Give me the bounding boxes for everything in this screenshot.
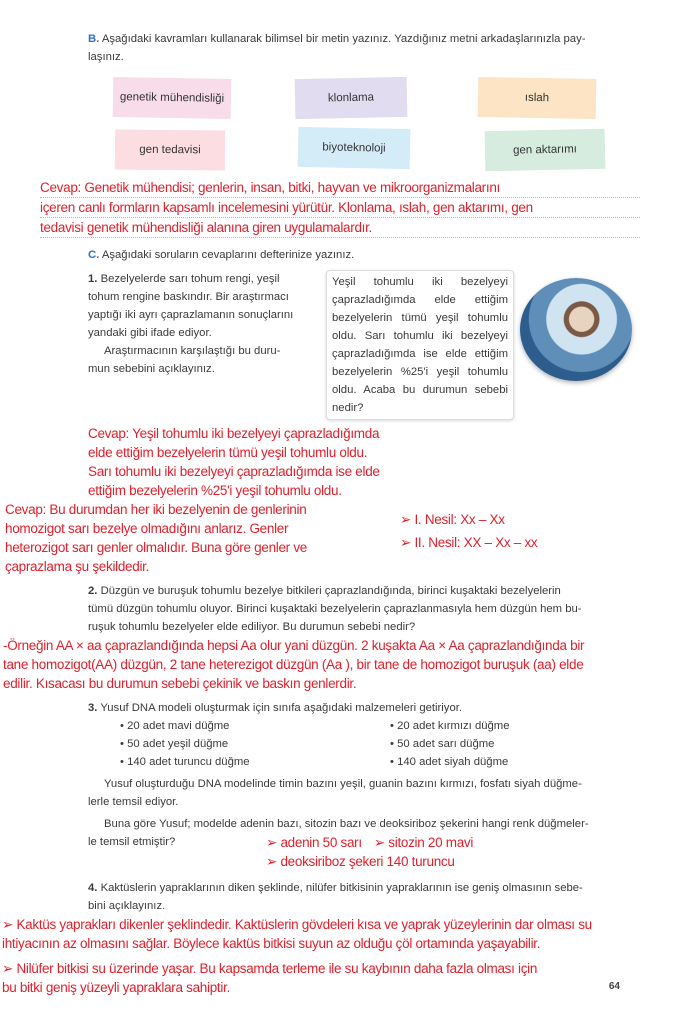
generations <box>390 500 537 552</box>
answer-q3: ➢ deoksiriboz şekeri 140 turuncu <box>266 854 455 869</box>
q1-line: yandaki gibi ifade ediyor. <box>88 327 212 339</box>
q1-ask: mun sebebini açıklayınız. <box>88 363 215 375</box>
section-c-instruction <box>0 246 683 264</box>
q3-paragraph: le temsil etmiştir? <box>88 836 176 848</box>
answer-b-line: tedavisi genetik mühendisliği alanına giren uygulamalardır. <box>40 218 640 238</box>
page-number: 64 <box>608 981 620 992</box>
materials-right <box>390 717 660 771</box>
question-number: 4. <box>88 882 98 894</box>
q4-line: bini açıklayınız. <box>88 900 166 912</box>
q3-paragraph: Buna göre Yusuf; modelde adenin bazı, sitozin bazı ve deoksiriboz şekerini hangi renk düğmeler- <box>104 818 589 830</box>
materials-left <box>120 717 390 771</box>
q1-text-block <box>0 270 320 378</box>
q4-line <box>0 879 683 897</box>
answer-q3: ➢ sitozin 20 mavi <box>373 835 474 850</box>
q1-line: yaptığı iki ayrı çaprazlamanın sonuçlarını <box>88 309 294 321</box>
answer-q1-left: homozigot sarı bezelye olmadığını anlarız. Genler <box>5 521 289 536</box>
scientist-image <box>520 278 632 381</box>
answer-q4-last-row <box>2 978 680 997</box>
generation-1: ➢ I. Nesil: Xx – Xx <box>400 512 505 527</box>
answer-b-line: içeren canlı formların kapsamlı incelemesini yürütür. Klonlama, ıslah, gen aktarımı, gen <box>40 198 640 218</box>
answer-q2: edilir. Kısacası bu durumun sebebi çekinik ve baskın genlerdir. <box>3 676 357 691</box>
material-label: 20 adet mavi düğme <box>127 720 230 732</box>
question-number: 3. <box>88 702 98 714</box>
material-item: • 140 adet siyah düğme <box>390 756 509 768</box>
answer-q4: ➢ Kaktüs yaprakları dikenler şeklindedir. Kaktüslerin gövdeleri kısa ve yaprak yüzeylerinin dar olması su <box>2 917 592 932</box>
question-number: 2. <box>88 585 98 597</box>
answer-q1-top: Cevap: Yeşil tohumlu iki bezelyeyi çaprazladığımda <box>88 426 380 441</box>
q2-line: ruşuk tohumlu bezelyeler elde ediliyor. Bu durumun sebebi nedir? <box>88 621 416 633</box>
question-4 <box>0 879 683 915</box>
answer-q4: ➢ Nilüfer bitkisi su üzerinde yaşar. Bu kapsamda terleme ile su kaybının daha fazla olması için <box>2 961 538 976</box>
material-label: 50 adet yeşil düğme <box>127 738 229 750</box>
answer-q1-left-text <box>0 500 390 576</box>
question-2 <box>0 582 683 636</box>
answer-q1-left: çaprazlama şu şekildedir. <box>5 559 150 574</box>
material-item: • 50 adet sarı düğme <box>390 738 495 750</box>
answer-q2-block <box>0 636 683 693</box>
section-b-instruction-2: laşınız. <box>88 51 124 63</box>
concept-card: ıslah <box>478 77 597 119</box>
answer-q3: ➢ adenin 50 sarı <box>266 835 362 850</box>
concept-card: klonlama <box>295 77 408 119</box>
answer-q3-block <box>266 833 473 871</box>
q3-text: Yusuf DNA modeli oluşturmak için sınıfa aşağıdaki malzemeleri getiriyor. <box>100 702 463 714</box>
answer-q1-top: elde ettiğim bezelyelerin tümü yeşil tohumlu oldu. <box>88 445 368 460</box>
concept-card: gen aktarımı <box>485 129 606 172</box>
speech-bubble: Yeşil tohumlu iki bezelyeyi çaprazladığımda elde ettiğim bezelyelerin tümü yeşil tohumlu oldu. Sarı tohumlu iki bezelyeyi çaprazladığımda ise elde ettiğim bezelyelerin %25'i yeşil tohumlu oldu. Acaba bu durumun sebebi nedir? <box>326 270 514 420</box>
answer-q3-row <box>266 833 473 852</box>
q1-line: tohum rengine baskındır. Bir araştırmacı <box>88 291 289 303</box>
answer-q1-left: Cevap: Bu durumdan her iki bezelyenin de genlerinin <box>5 502 307 517</box>
material-item: • 20 adet mavi düğme <box>120 720 230 732</box>
concept-card: genetik mühendisliği <box>113 77 232 119</box>
q3-intro <box>0 699 683 717</box>
answer-b <box>0 178 683 238</box>
material-item: • 140 adet turuncu düğme <box>120 756 250 768</box>
q1-line <box>88 270 320 288</box>
material-label: 140 adet siyah düğme <box>397 756 509 768</box>
answer-q4: bu bitki geniş yüzeyli yapraklara sahiptir. <box>2 980 230 995</box>
section-b-instruction <box>0 30 683 48</box>
material-label: 20 adet kırmızı düğme <box>397 720 510 732</box>
materials-list <box>0 717 683 771</box>
q3-paragraph: Yusuf oluşturduğu DNA modelinde timin bazını yeşil, guanin bazını kırmızı, fosfatı siyah düğme- <box>104 778 582 790</box>
q2-text: Düzgün ve buruşuk tohumlu bezelye bitkileri çaprazlandığında, birinci kuşaktaki bezelyelerin <box>100 585 561 597</box>
material-item: • 20 adet kırmızı düğme <box>390 720 510 732</box>
section-letter: B. <box>88 33 100 45</box>
q3-paragraph: lerle temsil ediyor. <box>88 796 179 808</box>
answer-b-line: Cevap: Genetik mühendisi; genlerin, insan, bitki, hayvan ve mikroorganizmalarını <box>40 178 640 198</box>
answer-q1-left: heterozigot sarı genler olmalıdır. Buna göre genler ve <box>5 540 307 555</box>
answer-q2: tane homozigot(AA) düzgün, 2 tane heterezigot düzgün (Aa ), bir tane de homozigot buruşuk (aa) elde <box>3 657 584 672</box>
material-item: • 50 adet yeşil düğme <box>120 738 229 750</box>
question-3 <box>0 699 683 871</box>
q1-text: Bezelyelerde sarı tohum rengi, yeşil <box>100 273 280 285</box>
instruction-text: Aşağıdaki soruların cevaplarını defterinize yazınız. <box>101 249 355 261</box>
material-label: 140 adet turuncu düğme <box>127 756 250 768</box>
concept-card: biyoteknoloji <box>298 127 411 169</box>
question-1 <box>0 270 683 420</box>
concept-card: gen tedavisi <box>115 130 225 171</box>
question-number: 1. <box>88 273 98 285</box>
answer-q2: -Örneğin AA × aa çaprazlandığında hepsi Aa olur yani düzgün. 2 kuşakta Aa × Aa çaprazlandığında bir <box>3 638 585 653</box>
answer-q4: ihtiyacının az olmasını sağlar. Böylece kaktüs bitkisi suyun az olduğu çöl ortamında yaşayabilir. <box>2 936 541 951</box>
q1-ask: Araştırmacının karşılaştığı bu duru- <box>104 345 281 357</box>
answer-q1-top-block <box>0 424 683 500</box>
q3-answer-row <box>0 833 683 871</box>
answer-q1-top: Sarı tohumlu iki bezelyeyi çaprazladığımda ise elde <box>88 464 380 479</box>
q2-line: tümü düzgün tohumlu oluyor. Birinci kuşaktaki bezelyelerin çaprazlanmasıyla hem düzgün hem bu- <box>88 603 582 615</box>
answer-q1-left-block <box>0 500 683 576</box>
instruction-line: Aşağıdaki kavramları kullanarak bilimsel bir metin yazınız. Yazdığınız metni arkadaşlarınızla pay- <box>101 33 586 45</box>
section-letter: C. <box>88 249 100 261</box>
concept-cards <box>0 78 683 170</box>
generation-2: ➢ II. Nesil: XX – Xx – xx <box>400 535 538 550</box>
material-label: 50 adet sarı düğme <box>397 738 495 750</box>
answer-q4-block <box>0 915 683 997</box>
q2-line <box>0 582 683 600</box>
q4-text: Kaktüslerin yapraklarının diken şeklinde, nilüfer bitkisinin yapraklarının ise geniş olmasının sebe- <box>100 882 583 894</box>
answer-q1-top: ettiğim bezelyelerin %25'i yeşil tohumlu oldu. <box>88 483 342 498</box>
